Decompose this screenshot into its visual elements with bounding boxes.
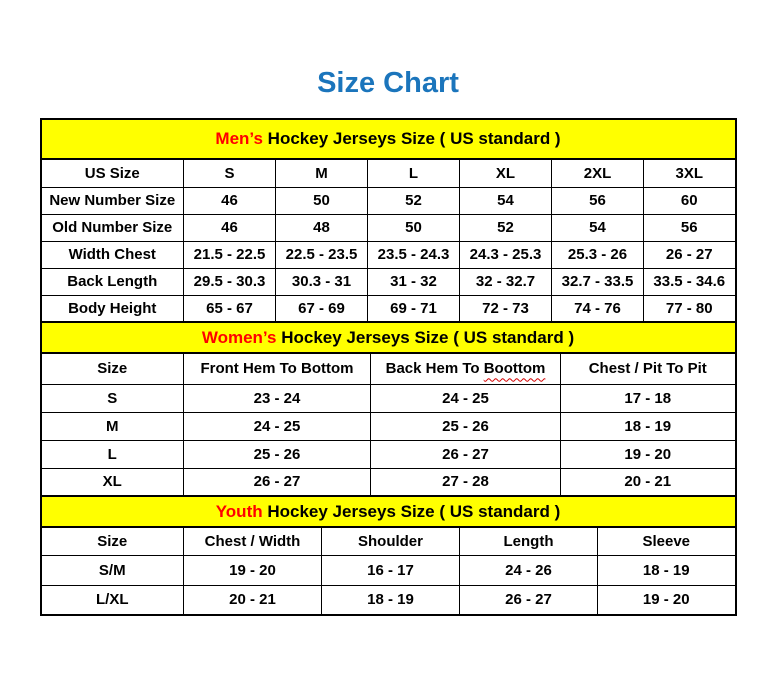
youth-column-header-row <box>41 527 736 555</box>
womens-size-table <box>40 321 737 497</box>
page-title: Size Chart <box>317 67 459 99</box>
column-header: Front Hem To Bottom <box>184 353 371 384</box>
table-cell: 74 - 76 <box>552 295 644 322</box>
table-cell: 21.5 - 22.5 <box>184 241 276 268</box>
row-header: Old Number Size <box>41 214 184 241</box>
column-header: 3XL <box>644 159 736 187</box>
mens-column-header-row <box>41 159 736 187</box>
table-cell: 54 <box>552 214 644 241</box>
womens-section-header-row <box>41 322 736 353</box>
table-cell: 25 - 26 <box>371 412 561 440</box>
column-header: Chest / Width <box>184 527 322 555</box>
misspelled-word: Boottom <box>483 360 546 378</box>
youth-section-accent: Youth <box>215 501 263 521</box>
table-cell: 46 <box>184 187 276 214</box>
table-cell: 22.5 - 23.5 <box>276 241 368 268</box>
row-header: Back Length <box>41 268 184 295</box>
table-row <box>41 295 736 322</box>
mens-table-body <box>41 187 736 322</box>
table-cell: 19 - 20 <box>598 585 736 615</box>
row-header: M <box>41 412 184 440</box>
table-cell: 72 - 73 <box>460 295 552 322</box>
row-header: L/XL <box>41 585 184 615</box>
column-header: Length <box>460 527 598 555</box>
row-header: New Number Size <box>41 187 184 214</box>
column-header: Size <box>41 527 184 555</box>
table-cell: 24 - 26 <box>460 555 598 585</box>
table-cell: 17 - 18 <box>561 384 736 412</box>
youth-section-header <box>41 496 736 527</box>
table-cell: 20 - 21 <box>561 468 736 496</box>
womens-column-header-row <box>41 353 736 384</box>
table-cell: 32 - 32.7 <box>460 268 552 295</box>
womens-section-title: Hockey Jerseys Size ( US standard ) <box>276 327 575 347</box>
youth-table-body <box>41 555 736 615</box>
table-cell: 24 - 25 <box>184 412 371 440</box>
table-cell: 25 - 26 <box>184 440 371 468</box>
mens-size-table <box>40 118 737 323</box>
table-row <box>41 585 736 615</box>
table-row <box>41 187 736 214</box>
table-row <box>41 555 736 585</box>
table-cell: 67 - 69 <box>276 295 368 322</box>
column-header: S <box>184 159 276 187</box>
table-cell: 32.7 - 33.5 <box>552 268 644 295</box>
column-header: 2XL <box>552 159 644 187</box>
column-header: Shoulder <box>322 527 460 555</box>
column-header: XL <box>460 159 552 187</box>
table-row <box>41 268 736 295</box>
table-cell: 26 - 27 <box>184 468 371 496</box>
table-cell: 56 <box>552 187 644 214</box>
row-header: L <box>41 440 184 468</box>
table-cell: 19 - 20 <box>184 555 322 585</box>
mens-section-header <box>41 119 736 159</box>
table-cell: 60 <box>644 187 736 214</box>
table-cell: 50 <box>368 214 460 241</box>
table-cell: 26 - 27 <box>460 585 598 615</box>
row-header: S/M <box>41 555 184 585</box>
table-row <box>41 412 736 440</box>
table-cell: 16 - 17 <box>322 555 460 585</box>
column-header: Chest / Pit To Pit <box>561 353 736 384</box>
table-cell: 18 - 19 <box>561 412 736 440</box>
row-header: Body Height <box>41 295 184 322</box>
table-row <box>41 241 736 268</box>
column-header: US Size <box>41 159 184 187</box>
table-cell: 26 - 27 <box>644 241 736 268</box>
table-cell: 56 <box>644 214 736 241</box>
table-cell: 18 - 19 <box>322 585 460 615</box>
size-chart-tables <box>40 118 737 616</box>
table-cell: 23.5 - 24.3 <box>368 241 460 268</box>
mens-section-accent: Men’s <box>215 129 263 148</box>
table-cell: 19 - 20 <box>561 440 736 468</box>
table-cell: 33.5 - 34.6 <box>644 268 736 295</box>
youth-size-table <box>40 495 737 616</box>
column-header: L <box>368 159 460 187</box>
table-cell: 18 - 19 <box>598 555 736 585</box>
womens-section-header <box>41 322 736 353</box>
row-header: S <box>41 384 184 412</box>
row-header: Width Chest <box>41 241 184 268</box>
table-row <box>41 384 736 412</box>
column-header: Back Hem To Boottom <box>371 353 561 384</box>
table-cell: 46 <box>184 214 276 241</box>
column-header: Size <box>41 353 184 384</box>
table-cell: 20 - 21 <box>184 585 322 615</box>
table-cell: 24 - 25 <box>371 384 561 412</box>
mens-section-title: Hockey Jerseys Size ( US standard ) <box>262 129 561 148</box>
column-header: Sleeve <box>598 527 736 555</box>
table-cell: 30.3 - 31 <box>276 268 368 295</box>
table-cell: 50 <box>276 187 368 214</box>
table-cell: 23 - 24 <box>184 384 371 412</box>
table-cell: 54 <box>460 187 552 214</box>
table-row <box>41 468 736 496</box>
womens-table-body <box>41 384 736 496</box>
youth-section-title: Hockey Jerseys Size ( US standard ) <box>262 501 561 521</box>
table-cell: 77 - 80 <box>644 295 736 322</box>
table-row <box>41 440 736 468</box>
table-cell: 52 <box>368 187 460 214</box>
table-cell: 27 - 28 <box>371 468 561 496</box>
table-cell: 65 - 67 <box>184 295 276 322</box>
table-cell: 69 - 71 <box>368 295 460 322</box>
table-cell: 31 - 32 <box>368 268 460 295</box>
table-cell: 24.3 - 25.3 <box>460 241 552 268</box>
womens-section-accent: Women’s <box>201 327 277 347</box>
table-cell: 25.3 - 26 <box>552 241 644 268</box>
row-header: XL <box>41 468 184 496</box>
table-cell: 52 <box>460 214 552 241</box>
youth-section-header-row <box>41 496 736 527</box>
column-header: M <box>276 159 368 187</box>
table-row <box>41 214 736 241</box>
table-cell: 26 - 27 <box>371 440 561 468</box>
table-cell: 29.5 - 30.3 <box>184 268 276 295</box>
mens-section-header-row <box>41 119 736 159</box>
table-cell: 48 <box>276 214 368 241</box>
